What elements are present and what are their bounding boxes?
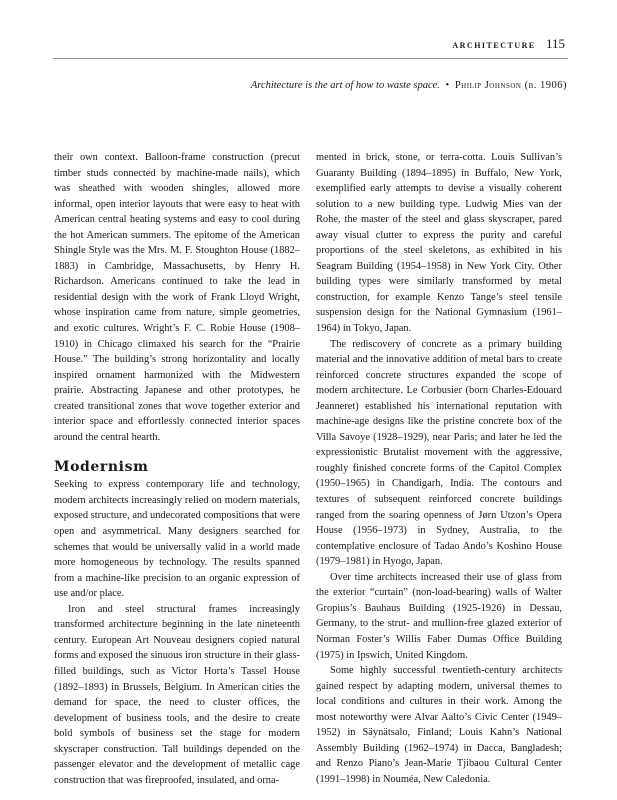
epigraph [251, 80, 567, 91]
section-title: architecture [452, 39, 536, 51]
paragraph: Some highly successful twentieth-century architects gained respect by adapting modern, universal themes to local conditions and cultures in their work. Among the most noteworthy were Alvar Aalto’s Civic Center (1949–1952) in Säynätsalo, Finland; Louis Kahn’s National Assembly Building (1962–1974) in Dacca, Bangladesh; and Renzo Piano’s Jean-Marie Tjibaou Cultural Center (1991–1998) in Nouméa, New Caledonia. [316, 665, 562, 785]
left-column [54, 150, 300, 788]
paragraph: Seeking to express contemporary life and technology, modern architects increasingly relied on modern materials, exposed structure, and undecorated compositions that were open and asymmetrical. Many designers searched for schemes that would be universally valid in a world made more homogeneous by technology. The results spanned from a machine-like precision to an organic expression of use and/or place. [54, 479, 300, 600]
paragraph: Iron and steel structural frames increasingly transformed architecture beginning in the late nineteenth century. European Art Nouveau designers copied natural forms and exposed the sinuous iron structure in their glass-filled buildings, such as Victor Horta’s Tassel House (1892–1893) in Brussels, Belgium. In American cities the demand for space, the need to cluster offices, the development of business tools, and the desire to create bold symbols of business set the stage for modern skyscraper construction. Tall buildings depended on the passenger elevator and the development of metallic cage construction that was fireproofed, insulated, and orna- [54, 603, 300, 786]
running-head [452, 36, 565, 52]
paragraph: their own context. Balloon-frame construction (precut timber studs connected by machine-made nails), which was sheathed with wooden shingles, allowed more informal, open interior layouts that were easy to heat with American central heating systems and easy to cool during the hot American summers. The epitome of the American Shingle Style was the Mrs. M. F. Stoughton House (1882–1883) in Cambridge, Massachusetts, by Henry H. Richardson. Americans continued to take the lead in residential design with the work of Frank Lloyd Wright, whose inspiration came from nature, simple geometries, and exotic cultures. Wright’s F. C. Robie House (1908–1910) in Chicago climaxed his search for the “Prairie House.” The building’s strong horizontality and locally inspired ornament harmonized with the Midwestern prairie. Abstracting Japanese and other prototypes, he created transitional zones that wove together exterior and interior space and effortlessly connected interior spaces around the central hearth. [54, 152, 300, 443]
paragraph: mented in brick, stone, or terra-cotta. Louis Sullivan’s Guaranty Building (1894–1895) in Buffalo, New York, exemplified early attempts to devise a visually coherent solution to a new building type. Ludwig Mies van der Rohe, the master of the steel and glass skyscraper, pared away visual clutter to express the purity and careful proportions of the steel skeletons, as exhibited in his Seagram Building (1954–1958) in New York City. Other building types were similarly transformed by metal construction, for example Kenzo Tange’s steel tensile suspension design for the National Gymnasium (1961–1964) in Tokyo, Japan. [316, 152, 562, 335]
paragraph: The rediscovery of concrete as a primary building material and the innovative addition of metal bars to create reinforced concrete structures expanded the scope of modern architecture. Le Corbusier (born Charles-Edouard Jeanneret) established his international reputation with machine-age designs like the pristine concrete box of the Villa Savoye (1928–1929), near Paris; and later he led the expressionistic Brutalist movement with the aggressive, roughly finished concrete forms of the Capitol Complex (1950–1965) in Chandigarh, India. The contours and textures of subsequent reinforced concrete buildings ranged from the soaring openness of Jørn Utzon’s Opera House (1956–1973) in Sydney, Australia, to the contemplative enclosure of Tadao Ando’s Koshino House (1979–1981) in Hyogo, Japan. [316, 338, 562, 568]
header-rule [53, 58, 568, 59]
page-number: 115 [545, 36, 565, 51]
epigraph-author: Philip Johnson (b. 1906) [454, 80, 567, 91]
paragraph: Over time architects increased their use of glass from the exterior “curtain” (non-load-bearing) walls of Walter Gropius’s Bauhaus Building (1925-1926) in Dessau, Germany, to the strut- and mullion-free glazed exterior of Norman Foster’s Willis Faber Dumas Office Building (1975) in Ipswich, United Kingdom. [316, 571, 562, 661]
epigraph-bullet: • [445, 80, 450, 91]
epigraph-quote: Architecture is the art of how to waste space. [250, 80, 440, 91]
section-heading: Modernism [54, 459, 149, 476]
right-column [316, 150, 562, 787]
